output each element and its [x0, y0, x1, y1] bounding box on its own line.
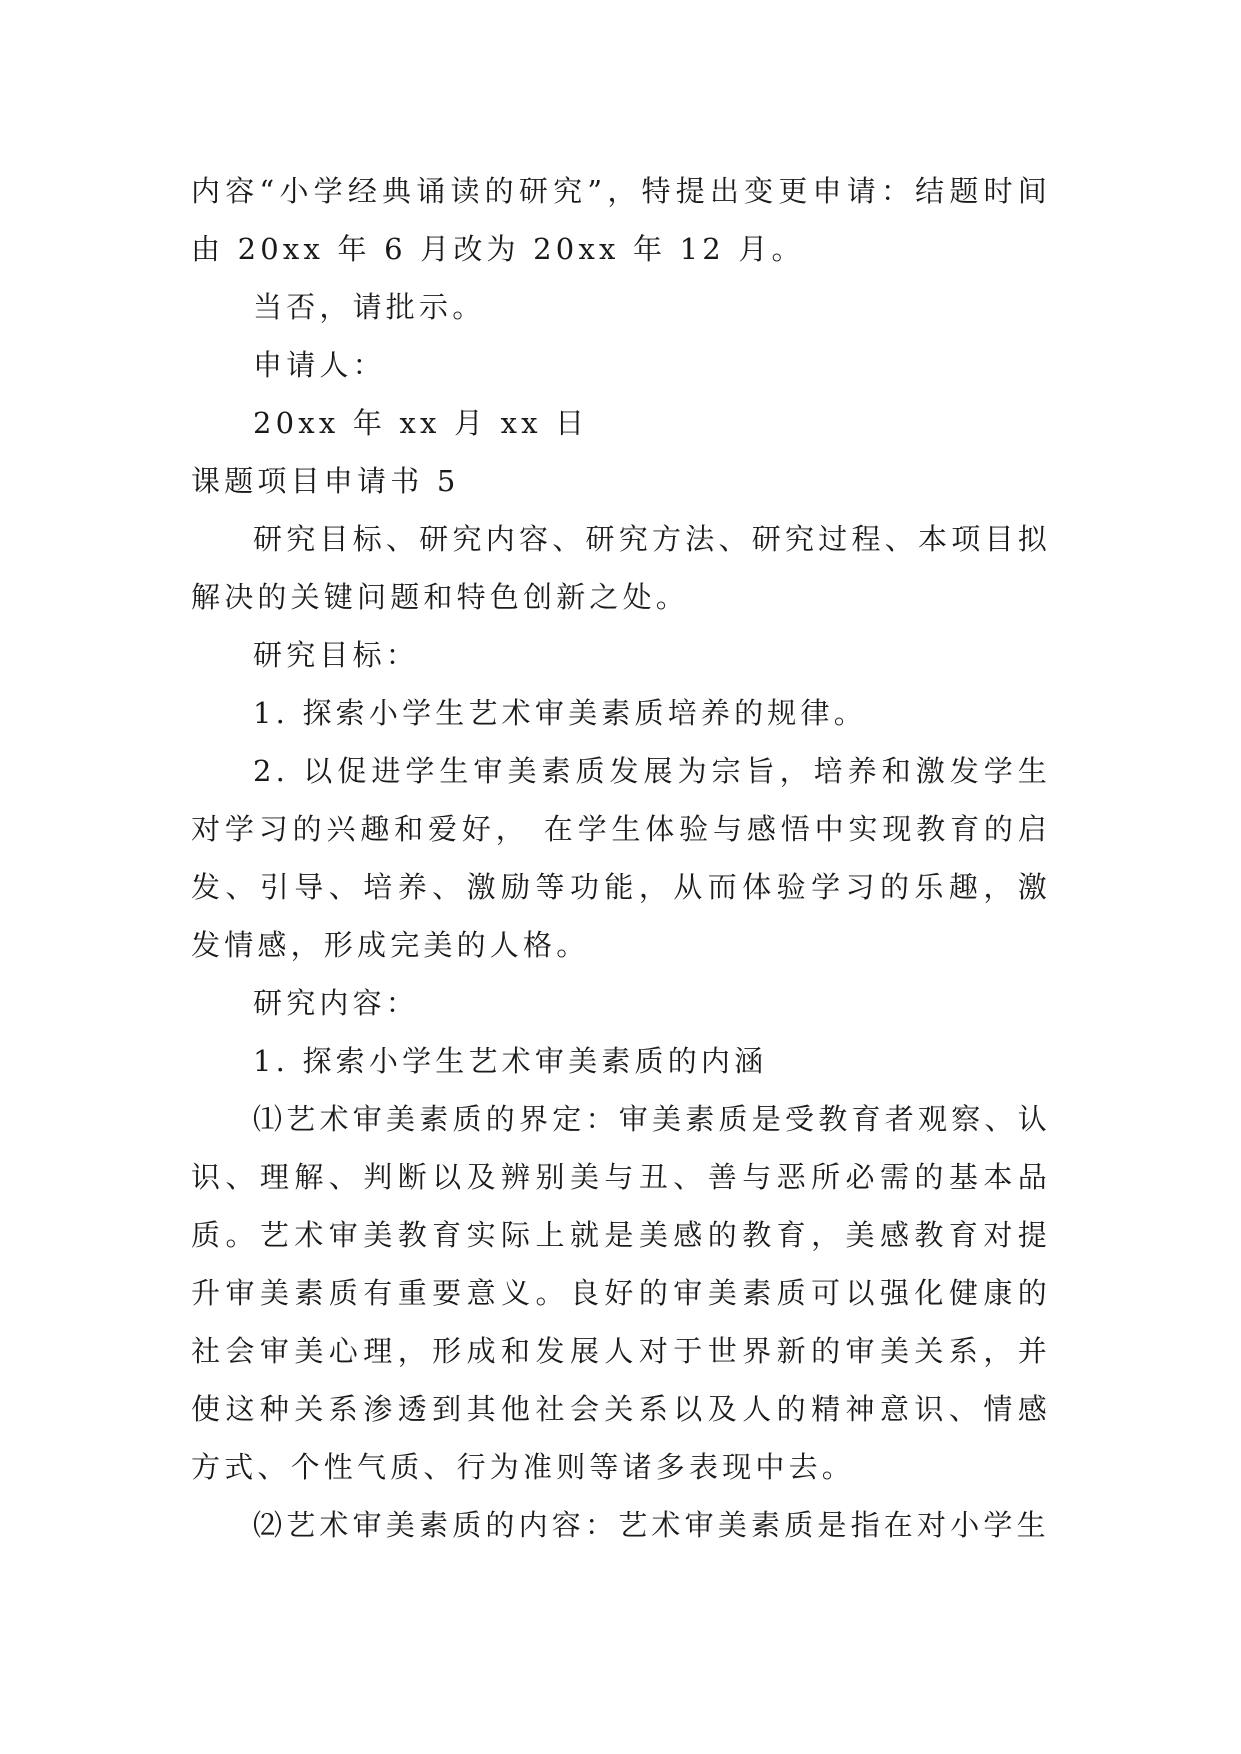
paragraph-date: 20xx 年 xx 月 xx 日 — [253, 406, 589, 440]
research-content-subitem: ⑴艺术审美素质的界定：审美素质是受教育者观察、认识、理解、判断以及辨别美与丑、善与恶所必需的基本品质。艺术审美教育实际上就是美感的教育，美感教育对提升审美素质有重要意义。良好的审美素质可以强化健康的社会审美心理，形成和发展人对于世界新的审美关系，并使这种关系渗透到其他社会关系以及人的精神意识、情感方式、个性气质、行为准则等诸多表现中去。 — [191, 1102, 1051, 1484]
section-heading: 课题项目申请书 5 — [191, 464, 460, 498]
document-page — [191, 162, 1051, 1554]
research-goal-item: 2. 以促进学生审美素质发展为宗旨，培养和激发学生对学习的兴趣和爱好， 在学生体验与感悟中实现教育的启发、引导、培养、激励等功能，从而体验学习的乐趣，激发情感，形成完美的人格。 — [191, 754, 1051, 962]
paragraph-research-overview: 研究目标、研究内容、研究方法、研究过程、本项目拟解决的关键问题和特色创新之处。 — [191, 522, 1051, 614]
paragraph-change-request: 内容“小学经典诵读的研究”，特提出变更申请：结题时间由 20xx 年 6 月改为 20xx 年 12 月。 — [191, 174, 1051, 266]
paragraph-applicant: 申请人： — [253, 348, 386, 382]
research-content-subitem: ⑵艺术审美素质的内容：艺术审美素质是指在对小学生 — [253, 1508, 1050, 1542]
research-goal-item: 1. 探索小学生艺术审美素质培养的规律。 — [253, 696, 867, 730]
paragraph-approval-request: 当否，请批示。 — [253, 290, 486, 324]
research-goals-heading: 研究目标： — [253, 638, 420, 672]
research-content-heading: 研究内容： — [253, 986, 420, 1020]
research-content-item: 1. 探索小学生艺术审美素质的内涵 — [253, 1044, 768, 1078]
